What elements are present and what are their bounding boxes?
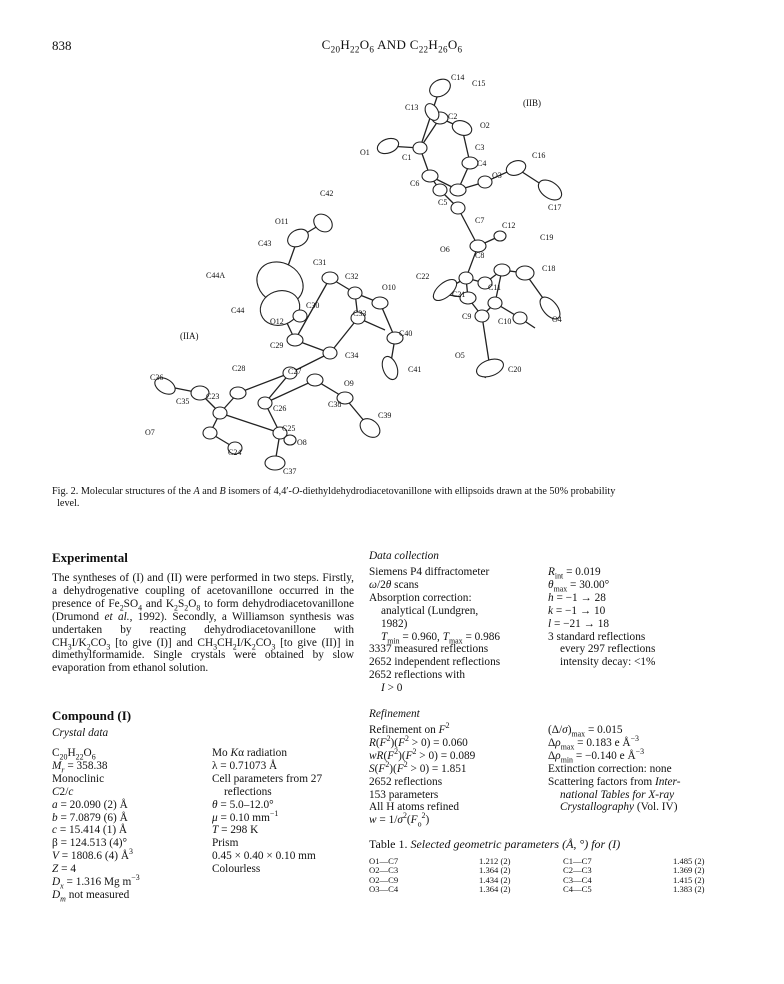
atom-label: C6	[410, 179, 420, 188]
atom-label: O8	[297, 438, 307, 447]
experimental-heading: Experimental	[52, 550, 128, 565]
atom-label: C21	[452, 290, 466, 299]
data-collection-heading: Data collection	[369, 550, 439, 562]
atom-label: O3	[492, 171, 502, 180]
atom-label: C37	[283, 467, 297, 476]
atom-label: C39	[378, 411, 392, 420]
atom-label: C20	[508, 365, 522, 374]
crystal-data-right: Mo Kα radiation λ = 0.71073 Å Cell parameters from 27 reflections θ = 5.0–12.0° μ = 0.10 $mm^{-1}$ T = 298 K Prism 0.45 × 0.40 × 0.10 mm Colourless	[212, 747, 323, 876]
crystal-data-heading: Crystal data	[52, 727, 109, 739]
data-collection-left: Siemens P4 diffractometer ω/2θ scans Absorption correction: analytical (Lundgren, 1982) $T_{min} = 0.960$, $T_{max} = 0.986$ 3337 measured reflections 2652 independent reflections 2652 reflections with I > 0	[369, 566, 501, 695]
atom-label: C44A	[206, 271, 226, 280]
atom-label: C24	[228, 448, 242, 457]
crystal-system: Monoclinic	[52, 772, 105, 785]
atom-label: C19	[540, 233, 554, 242]
atom-label: C13	[405, 103, 419, 112]
page-number: 838	[52, 38, 72, 53]
atom-label: C5	[438, 198, 448, 207]
molecular-structure-figure	[140, 68, 700, 478]
formula: $C_{20}H_{22}O_6$	[52, 747, 96, 762]
table1	[369, 857, 728, 894]
molar-mass: $M_r = 358.38$	[52, 759, 108, 775]
atom-label: C33	[353, 309, 367, 318]
ortep-diagram	[140, 68, 700, 478]
atom-label: O10	[382, 283, 396, 292]
z-value: Z = 4	[52, 863, 76, 876]
figure-caption: Fig. 2. Molecular structures of the A and B isomers of 4,4′-O-diethyldehydrodiacetovanillone with ellipsoids drawn at the 50% probability level.	[52, 486, 616, 509]
atom-label: O5	[455, 351, 465, 360]
atom-label: C35	[176, 397, 190, 406]
atom-label: C38	[328, 400, 342, 409]
atom-label: C10	[498, 317, 512, 326]
refinement-left: Refinement on $F^2$ $R(F^2)(F^2 > 0) = 0.060$ $wR(F^2)(F^2 > 0) = 0.089$ $S(F^2)(F^2 > 0) = 1.851$ 2652 reflections 153 parameters All H atoms refined $w = 1/\sigma^2(F_o^2)$	[369, 721, 476, 829]
atom-label: C32	[345, 272, 359, 281]
cell-b: b = 7.0879 (6) Å	[52, 811, 128, 824]
atom-label: O12	[270, 317, 284, 326]
atom-label: C28	[232, 364, 246, 373]
atom-label: C40	[399, 329, 413, 338]
atom-label: C31	[313, 258, 327, 267]
isomer-b-label: (IIB)	[523, 98, 541, 108]
atom-label: C41	[408, 365, 422, 374]
table-row: O2—C9 1.434 (2) C3—C4 1.415 (2)	[369, 874, 705, 885]
atom-label: O1	[360, 148, 370, 157]
atom-label: C15	[472, 79, 486, 88]
atom-label: C11	[488, 283, 502, 292]
atom-label: O7	[145, 428, 155, 437]
atom-label: C12	[502, 221, 516, 230]
table1-title: Table 1. Selected geometric parameters (Å, °) for (I)	[369, 837, 621, 851]
atom-label: C36	[150, 373, 164, 382]
atom-label: C23	[206, 392, 220, 401]
refinement-right: $(\Delta/\sigma)_{max} = 0.015$ $\Delta\rho_{max} = 0.183$ e $Å^{-3}$ $\Delta\rho_{min} = -0.140$ e $Å^{-3}$ Extinction correction: none Scattering factors from Inter- national Tables for X-ray Crystallography (Vol. IV)	[548, 724, 681, 814]
atom-label: C16	[532, 151, 546, 160]
atom-label: C34	[345, 351, 359, 360]
cell-volume: V = 1808.6 (4) $Å^3$	[52, 847, 133, 863]
atom-label: C2	[448, 112, 458, 121]
atom-label: C9	[462, 312, 472, 321]
compound-heading: Compound (I)	[52, 708, 132, 723]
atom-label: C4	[477, 159, 487, 168]
atom-label: C30	[306, 301, 320, 310]
atom-label: O4	[552, 315, 562, 324]
table-row: O2—C3 1.364 (2) C2—C3 1.369 (2)	[369, 865, 705, 876]
atom-label: C43	[258, 239, 272, 248]
atom-label: C7	[475, 216, 485, 225]
atom-label: C25	[282, 424, 296, 433]
isomer-a-label: (IIA)	[180, 331, 199, 341]
cell-c: c = 15.414 (1) Å	[52, 824, 128, 837]
atom-label: C44	[231, 306, 245, 315]
atom-label: C17	[548, 203, 562, 212]
density-m: $D_m$ not measured	[52, 888, 130, 904]
atom-label: C27	[288, 367, 302, 376]
atom-label: C18	[542, 264, 556, 273]
space-group: C2/c	[52, 785, 74, 798]
table-row: O3—C4 1.364 (2) C4—C5 1.383 (2)	[369, 883, 705, 894]
crystal-data-left	[52, 747, 202, 902]
atom-label: C8	[475, 251, 485, 260]
geometric-parameters-table	[369, 857, 728, 894]
atom-label: O11	[275, 217, 289, 226]
atom-label: C29	[270, 341, 284, 350]
atom-label: C26	[273, 404, 287, 413]
atom-label: C42	[320, 189, 334, 198]
table-row: O1—C7 1.212 (2) C1—C7 1.485 (2)	[369, 856, 705, 866]
atom-label: C3	[475, 143, 485, 152]
atom-label: C22	[416, 272, 430, 281]
cell-beta: β = 124.513 (4)°	[52, 837, 127, 850]
atom-label: C1	[402, 153, 412, 162]
atom-label: O2	[480, 121, 490, 130]
data-collection-right: $R_{int} = 0.019$ $\theta_{max} = 30.00^\circ$ h = −1 → 28 k = −1 → 10 l = −21 → 18 3 standard reflections every 297 reflections intensity decay: <1%	[548, 566, 656, 669]
atom-label: C14	[451, 73, 465, 82]
density-x: $D_x = 1.316$ Mg $m^{-3}$	[52, 873, 140, 891]
refinement-heading: Refinement	[369, 708, 420, 720]
experimental-paragraph: The syntheses of (I) and (II) were performed in two steps. Firstly, a dehydrogenative coupling of acetovanillone occurred in the presence of $Fe_2SO_4$ and $K_2S_2O_8$ to form dehydrodiacetovanillone (Drumond et al., 1992). Secondly, a Williamson synthesis was undertaken by reacting dehydrodiacetovanillone with $CH_3I/K_2CO_3$ [to give (I)] and $CH_3CH_2I/K_2CO_3$ [to give (II)] in dimethylformamide. Single crystals were obtained by slow evaporation from ethanol solution.	[52, 572, 354, 675]
running-head: $C_{20}H_{22}O_6$ AND $C_{22}H_{26}O_6$	[321, 37, 463, 55]
atom-label: O6	[440, 245, 450, 254]
cell-a: a = 20.090 (2) Å	[52, 798, 128, 811]
atom-label: O9	[344, 379, 354, 388]
